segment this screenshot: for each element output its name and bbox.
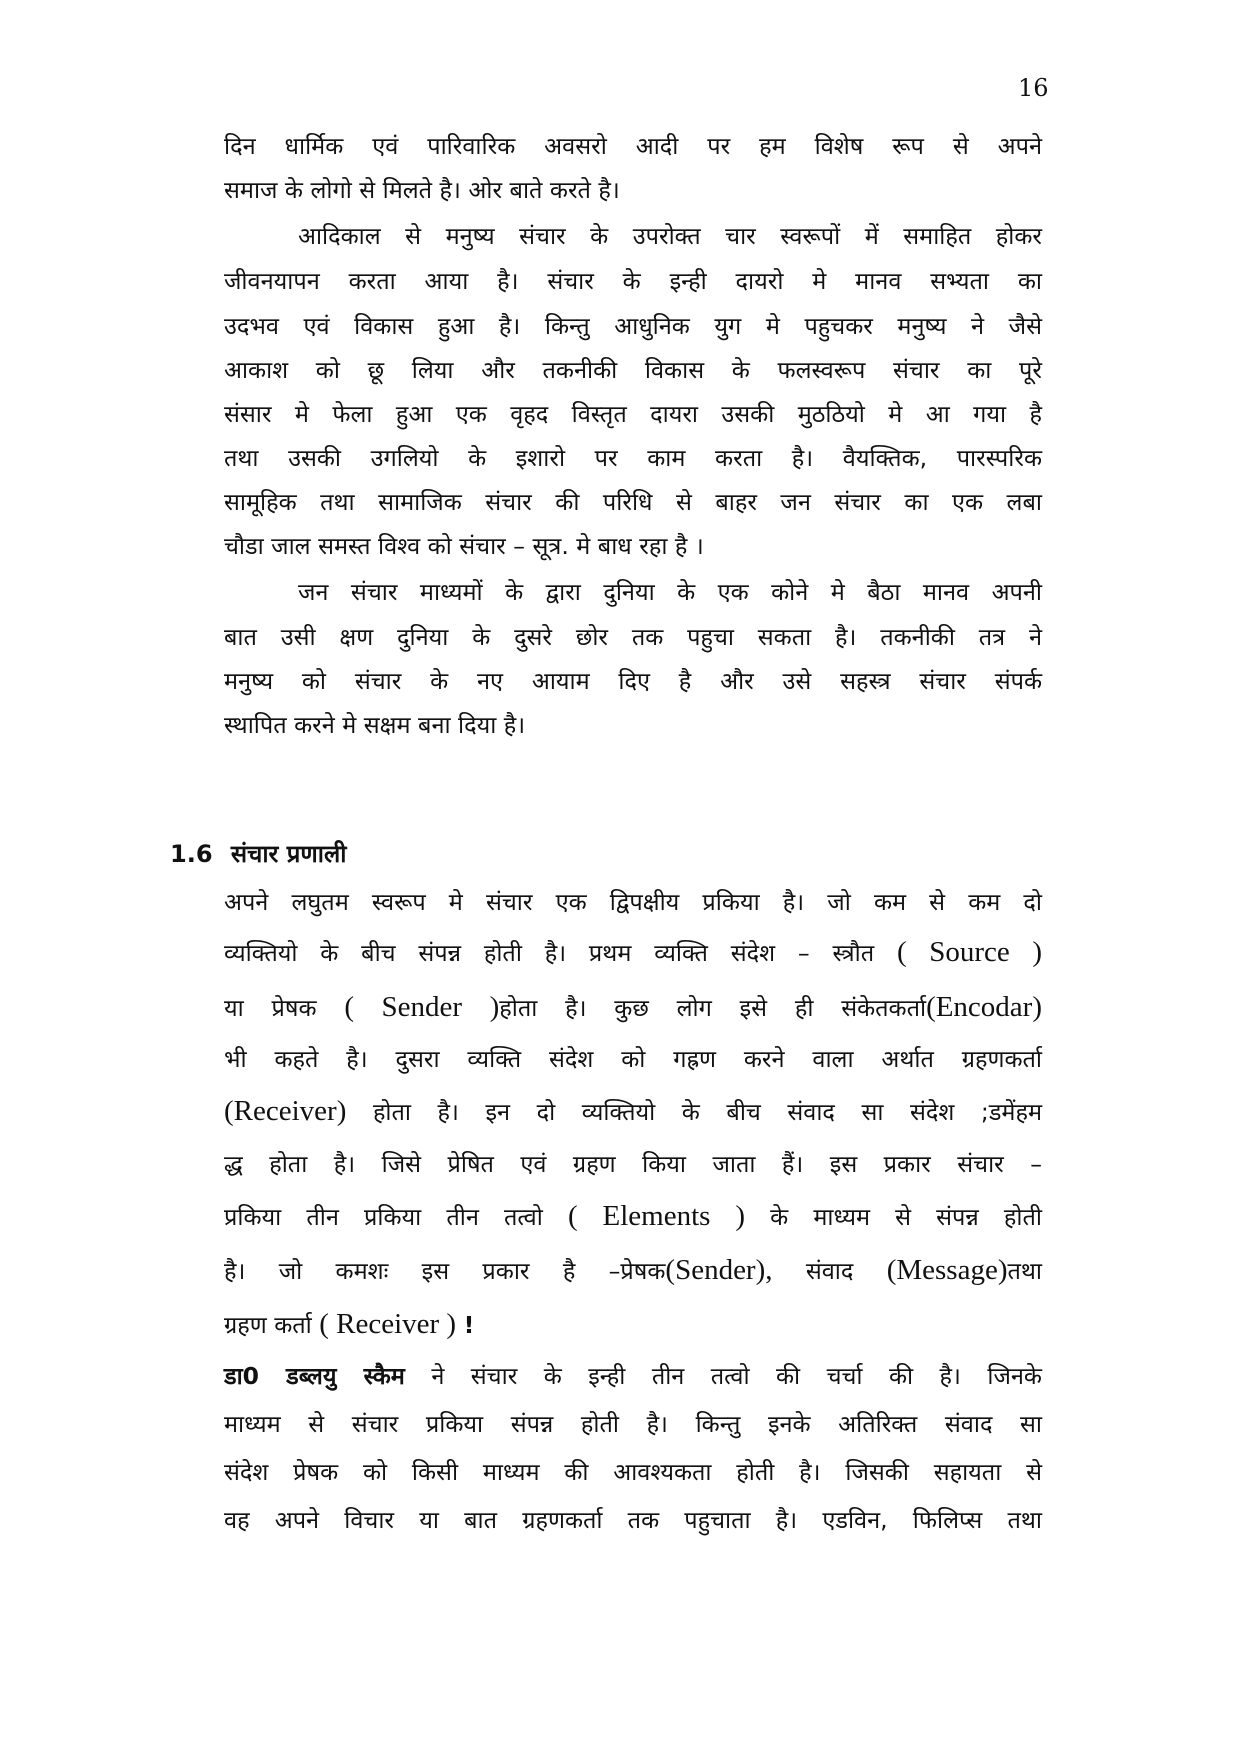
text-line: चौडा जाल समस्त विश्व को संचार – सूत्र. मे बाध रहा है । [224,532,704,560]
text-line [224,1250,1042,1290]
page-number: 16 [1018,74,1049,102]
text-span: प्रकिया तीन प्रकिया तीन तत्वो [224,1203,543,1231]
text-line: वह अपने विचार या बात ग्रहणकर्ता तक पहुचाता है। एडविन, फिलिप्स तथा [224,1506,1042,1534]
text-line: आकाश को छू लिया और तकनीकी विकास के फलस्वरूप संचार का पूरे [224,356,1042,384]
text-line [224,932,1042,972]
english-term: (Encodar) [926,991,1042,1023]
text-line: द्ध होता है। जिसे प्रेषित एवं ग्रहण किया जाता हैं। इस प्रकार संचार – [224,1150,1042,1178]
english-term: (Sender), [665,1254,773,1286]
text-line: अपने लघुतम स्वरूप मे संचार एक द्विपक्षीय प्रकिया है। जो कम से कम दो [224,888,1042,916]
section-title: संचार प्रणाली [230,840,347,868]
text-line: बात उसी क्षण दुनिया के दुसरे छोर तक पहुचा सकता है। तकनीकी तत्र ने [224,623,1042,651]
text-line: उदभव एवं विकास हुआ है। किन्तु आधुनिक युग मे पहुचकर मनुष्य ने जैसे [224,312,1042,340]
text-line: संदेश प्रेषक को किसी माध्यम की आवश्यकता होती है। जिसकी सहायता से [224,1458,1042,1486]
text-line: जन संचार माध्यमों के द्वारा दुनिया के एक कोने मे बैठा मानव अपनी [298,578,1042,606]
text-span: तथा [1007,1257,1042,1285]
text-line: दिन धार्मिक एवं पारिवारिक अवसरो आदी पर हम विशेष रूप से अपने [224,132,1042,160]
text-line: जीवनयापन करता आया है। संचार के इन्ही दायरो मे मानव सभ्यता का [224,267,1042,295]
text-line [224,1091,1042,1131]
english-term: ( Receiver ) [319,1308,457,1340]
text-span: या प्रेषक [224,994,317,1022]
text-line: सामूहिक तथा सामाजिक संचार की परिधि से बाहर जन संचार का एक लबा [224,488,1042,516]
text-span: ग्रहण कर्ता [224,1311,312,1339]
text-span: व्यक्तियो के बीच संपन्न होती है। प्रथम व्यक्ति संदेश – स्त्रौत [224,939,875,967]
exclamation-mark: ! [463,1311,475,1339]
text-span: है। जो कमशः इस प्रकार है –प्रेषक [224,1257,666,1285]
english-term: (Message) [886,1254,1008,1286]
text-line: आदिकाल से मनुष्य संचार के उपरोक्त चार स्वरूपों में समाहित होकर [298,222,1042,250]
text-line: माध्यम से संचार प्रकिया संपन्न होती है। किन्तु इनके अतिरिक्त संवाद सा [224,1410,1042,1438]
text-span: होता है। इन दो व्यक्तियो के बीच संवाद सा संदेश ;डमेंहम [372,1098,1042,1126]
text-line [224,1196,1042,1236]
english-term: (Receiver) [224,1095,347,1127]
section-number: 1.6 [170,840,213,868]
text-span: संवाद [805,1257,854,1285]
text-line [224,1356,1042,1396]
author-name: डा0 डब्लयु स्कैम [224,1362,405,1390]
text-line [224,1304,1042,1344]
text-line: संसार मे फेला हुआ एक वृहद विस्तृत दायरा उसकी मुठठियो मे आ गया है [224,400,1042,428]
text-line: स्थापित करने मे सक्षम बना दिया है। [224,711,526,739]
text-span: होता है। कुछ लोग इसे ही संकेतकर्ता [499,994,927,1022]
text-line: समाज के लोगो से मिलते है। ओर बाते करते है। [224,176,620,204]
text-line: भी कहते है। दुसरा व्यक्ति संदेश को गह्रण करने वाला अर्थात ग्रहणकर्ता [224,1045,1042,1073]
text-line [224,987,1042,1027]
text-line: तथा उसकी उगलियो के इशारो पर काम करता है। वैयक्तिक, पारस्परिक [224,444,1042,472]
text-line: मनुष्य को संचार के नए आयाम दिए है और उसे सहस्त्र संचार संपर्क [224,667,1042,695]
english-term: ( Sender ) [344,991,500,1023]
english-term: ( Source ) [896,936,1042,968]
english-term: ( Elements ) [567,1200,746,1232]
section-heading [170,834,346,874]
text-span: के माध्यम से संपन्न होती [770,1203,1042,1231]
text-span: ने संचार के इन्ही तीन तत्वो की चर्चा की है। जिनके [431,1362,1042,1390]
